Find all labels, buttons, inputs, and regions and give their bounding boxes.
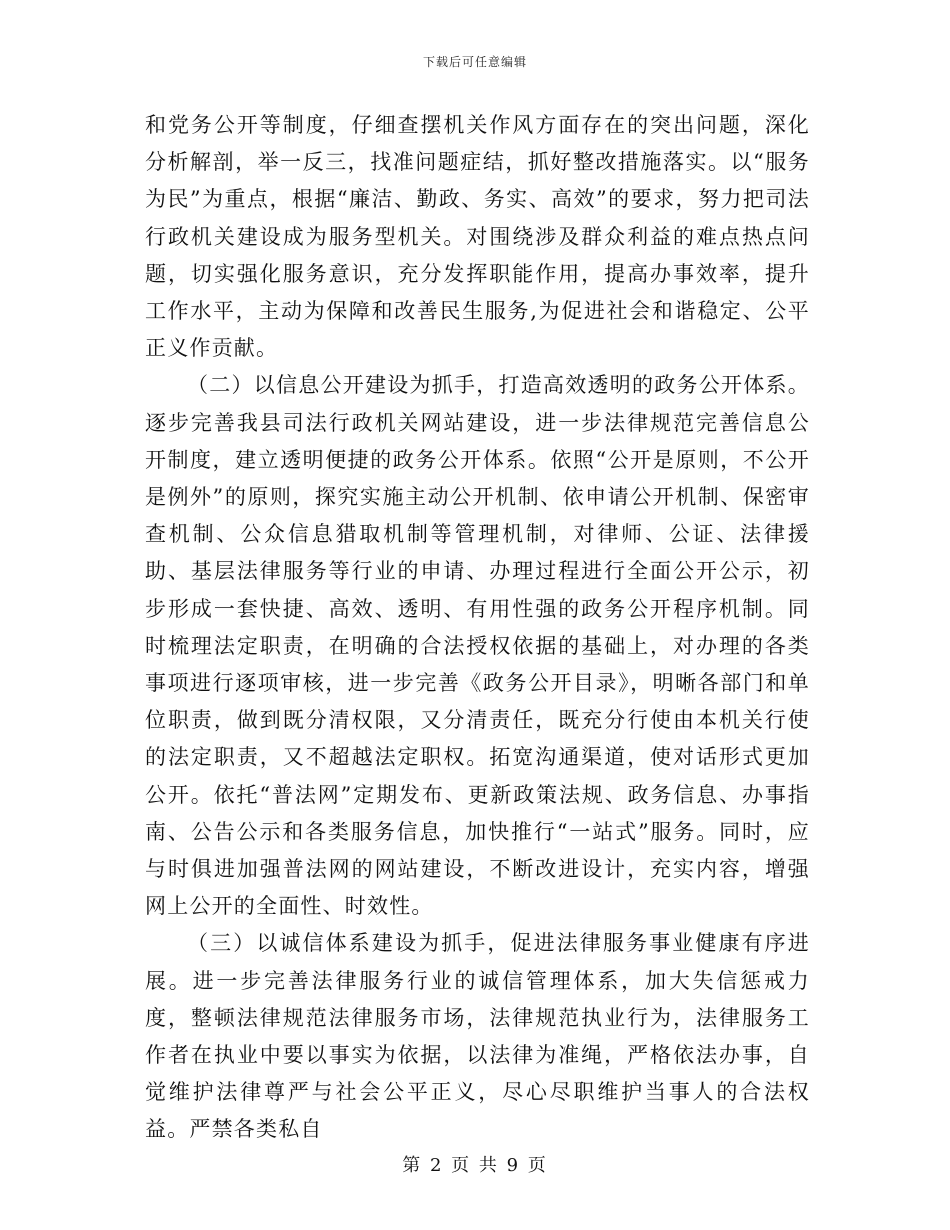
page-footer bbox=[0, 1154, 950, 1178]
document-body bbox=[145, 107, 810, 1149]
download-note: 下载后可任意编辑 bbox=[422, 55, 527, 69]
paragraph-continuation: 和党务公开等制度，仔细查摆机关作风方面存在的突出问题，深化分析解剖，举一反三，找准问题症结，抓好整改措施落实。以“服务为民”为重点，根据“廉洁、勤政、务实、高效”的要求，努力把司法行政机关建设成为服务型机关。对围绕涉及群众利益的难点热点问题，切实强化服务意识，充分发挥职能作用，提高办事效率，提升工作水平，主动为保障和改善民生服务,为促进社会和谐稳定、公平正义作贡献。 bbox=[145, 113, 810, 361]
page-number: 第 2 页 共 9 页 bbox=[402, 1155, 548, 1176]
paragraph-section-2: （二）以信息公开建设为抓手，打造高效透明的政务公开体系。逐步完善我县司法行政机关网站建设，进一步法律规范完善信息公开制度，建立透明便捷的政务公开体系。依照“公开是原则，不公开是例外”的原则，探究实施主动公开机制、依申请公开机制、保密审查机制、公众信息猎取机制等管理机制，对律师、公证、法律援助、基层法律服务等行业的申请、办理过程进行全面公开公示，初步形成一套快捷、高效、透明、有用性强的政务公开程序机制。同时梳理法定职责，在明确的合法授权依据的基础上，对办理的各类事项进行逐项审核，进一步完善《政务公开目录》，明晰各部门和单位职责，做到既分清权限，又分清责任，既充分行使由本机关行使的法定职责，又不超越法定职权。拓宽沟通渠道，使对话形式更加公开。依托“普法网”定期发布、更新政策法规、政务信息、办事指南、公告公示和各类服务信息，加快推行“一站式”服务。同时，应与时俱进加强普法网的网站建设，不断改进设计，充实内容，增强网上公开的全面性、时效性。 bbox=[145, 373, 810, 919]
paragraph-section-3: （三）以诚信体系建设为抓手，促进法律服务事业健康有序进展。进一步完善法律服务行业的诚信管理体系，加大失信惩戒力度，整顿法律规范法律服务市场，法律规范执业行为，法律服务工作者在执业中要以事实为依据，以法律为准绳，严格依法办事，自觉维护法律尊严与社会公平正义，尽心尽职维护当事人的合法权益。严禁各类私自 bbox=[145, 931, 810, 1142]
